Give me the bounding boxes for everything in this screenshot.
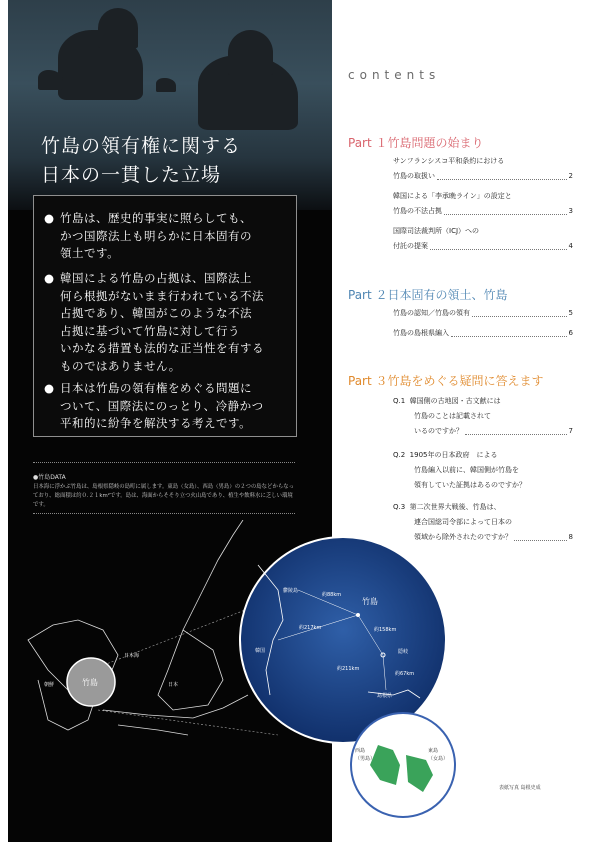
toc-item[interactable]: 竹島の島根県編入 6	[393, 326, 573, 341]
label-takeshima: 竹島	[82, 678, 98, 687]
label-japan: 日本	[168, 682, 179, 688]
zoom-circle	[240, 537, 446, 743]
divider	[33, 513, 295, 514]
label-distance-3: 約158km	[374, 627, 397, 633]
label-distance-2: 約217km	[299, 625, 322, 631]
label-otokojima: （男島）	[355, 756, 376, 762]
toc-item[interactable]: 国際司法裁判所（ICJ）への 付託の提案 4	[393, 227, 573, 250]
key-point-3: ● 日本は竹島の領有権をめぐる問題に ついて、国際法にのっとり、冷静かつ 平和的に紛争を解決する考えです。	[44, 381, 264, 430]
label-higashijima: 東島	[428, 748, 439, 754]
bullet-icon: ●	[44, 271, 55, 285]
question-3[interactable]: Q.3 第二次世界大戦後、竹島は、 連合国総司令部によって日本の 領域から除外されたのですか？ 8	[393, 503, 573, 541]
question-1[interactable]: Q.1 韓国側の古地図・古文献には 竹島のことは記載されて いるのですか？ 7	[393, 397, 573, 435]
inset-circle	[351, 713, 455, 817]
part-2-heading: Part ２日本固有の領土、竹島	[348, 288, 508, 302]
label-distance-5: 約67km	[395, 671, 415, 677]
label-korea: 朝鮮	[44, 682, 55, 688]
headline	[41, 132, 241, 190]
toc-item[interactable]: 韓国による「李承晩ライン」の設定と 竹島の不法占拠 3	[393, 192, 573, 215]
toc-item[interactable]: サンフランシスコ平和条約における 竹島の取扱い 2	[393, 157, 573, 180]
label-sea-of-japan: 日本海	[124, 653, 140, 659]
headline-line-2: 日本の一貫した立場	[41, 164, 222, 186]
toc-part-1	[393, 154, 573, 254]
label-nishijima: 西島	[355, 748, 366, 754]
toc-item[interactable]: 竹島の認知／竹島の領有 5	[393, 306, 573, 321]
label-ulleungdo: 鬱陵島	[283, 588, 299, 594]
data-text: 日本海に浮かぶ竹島は、島根県隠岐の島町に属します。東島（女島）、西島（男島）の２つの島などからなっており、総面積は約０.２１km²です。島は、海面からそそり立つ火山島であり、植生や飲料水に乏しい環境です。	[33, 484, 295, 508]
bullet-icon: ●	[44, 381, 55, 395]
label-oki: 隠岐	[398, 649, 409, 655]
bullet-icon: ●	[44, 211, 55, 225]
label-onnajima: （女島）	[428, 756, 449, 762]
label-distance-1: 約88km	[322, 592, 342, 598]
key-points-box	[33, 195, 297, 437]
contents-title: contents	[348, 68, 441, 82]
question-2[interactable]: Q.2 1905年の日本政府 による 竹島編入以前に、韓国側が竹島を 領有していた証拠はあるのですか？	[393, 451, 526, 489]
divider	[33, 462, 295, 463]
label-shimane: 島根県	[377, 693, 393, 699]
label-korea-zoom: 韓国	[255, 648, 266, 654]
key-point-2: ● 韓国による竹島の占拠は、国際法上 何ら根拠がないまま行われている不法 占拠であり、韓国がこのような不法 占拠に基づいて竹島に対して行う いかなる措置も法的な正当性を有する ものではありません。	[44, 271, 264, 373]
headline-line-1: 竹島の領有権に関する	[41, 135, 242, 157]
key-point-1: ● 竹島は、歴史的事実に照らしても、 かつ国際法上も明らかに日本固有の 領土です。	[44, 211, 252, 260]
label-distance-4: 約211km	[337, 666, 360, 672]
photo-credit: 表紙写真 島根史成	[499, 785, 541, 791]
label-takeshima-zoom: 竹島	[362, 597, 378, 606]
location-map	[8, 520, 488, 842]
toc-part-2	[393, 306, 573, 341]
data-heading: ●竹島DATA	[33, 474, 66, 481]
part-3-heading: Part ３竹島をめぐる疑問に答えます	[348, 374, 544, 388]
part-1-heading: Part １竹島問題の始まり	[348, 136, 484, 150]
